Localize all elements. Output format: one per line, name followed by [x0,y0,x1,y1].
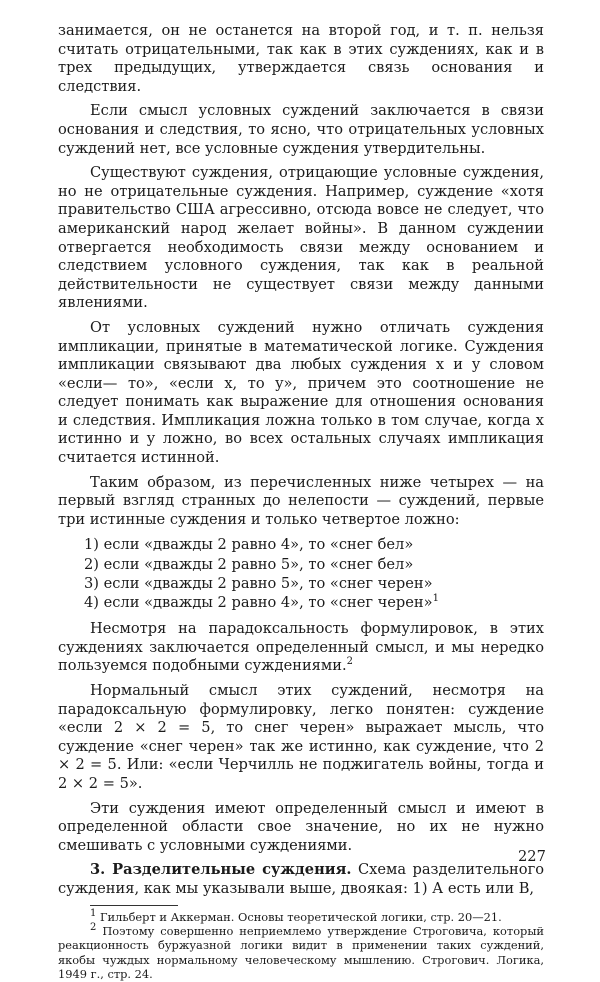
paragraph-disjunctive: 3. Разделительные суждения. Схема разделительного суждения, как мы указывали выше, двоякая: 1) А есть или В, [58,861,545,897]
section-heading: 3. Разделительные суждения. [90,861,352,879]
paragraph-denying-conditionals: Существуют суждения, отрицающие условные суждения, но не отрицательные суждения. Например, суждение «хотя правительство США агрессивно, отсюда вовсе не следует, что американский народ желает войны». В данном суждении отвергается необходимость связи между основанием и следствием условного суждения, так как в реальной действительности не существует связи между данными явлениями. [58,164,544,312]
implication-example-list [84,535,544,612]
list-item: 4) если «дважды 2 равно 4», то «снег черен»$^1$ [84,593,439,612]
paragraph-continuation: занимается, он не останется на второй год, и т. п. нельзя считать отрицательными, так как в этих суждениях, как и в трех предыдущих, утверждается связь основания и следствия. [58,22,544,95]
list-item: 3) если «дважды 2 равно 5», то «снег черен» [84,574,433,592]
page-number: 227 [518,848,546,865]
paragraph-normal-meaning: Нормальный смысл этих суждений, несмотря на парадоксальную формулировку, легко понятен: суждение «если 2 × 2 = 5, то снег черен» выражает мысль, что суждение «снег черен» так же истинно, как суждение, что 2 × 2 = 5. Или: «если Черчилль не поджигатель войны, тогда и 2 × 2 = 5». [58,682,544,792]
list-item: 2) если «дважды 2 равно 5», то «снег бел» [84,555,414,573]
paragraph-meaning-scope: Эти суждения имеют определенный смысл и имеют в определенной области свое значение, но их не нужно смешивать с условными суждениями. [58,799,544,854]
list-item: 1) если «дважды 2 равно 4», то «снег бел» [84,536,414,554]
footnote-divider [90,905,178,906]
footnote-mark-2: 2 [346,656,353,668]
footnote-mark-1: 1 [432,593,439,605]
paragraph-four-judgements: Таким образом, из перечисленных ниже четырех — на первый взгляд странных до нелепости — суждений, первые три истинные суждения и только четвертое ложно: [58,473,544,528]
footnote-1: 1 Гильберт и Аккерман. Основы теоретической логики, стр. 20—21. [90,907,502,924]
paragraph-paradox: Несмотря на парадоксальность формулировок, в этих суждениях заключается определенный смысл, и мы нередко пользуемся подобными суждениями.$^2$ [58,620,544,675]
paragraph-implication: От условных суждений нужно отличать суждения импликации, принятые в математической логике. Суждения импликации связывают два любых суждения x и y словом «если— то», «если x, то y», причем это соотношение не следует понимать как выражение для отношения основания и следствия. Импликация ложна только в том случае, когда x истинно и y ложно, во всех остальных случаях импликация считается истинной. [58,318,544,467]
paragraph-no-negative-conditionals: Если смысл условных суждений заключается в связи основания и следствия, то ясно, что отрицательных условных суждений нет, все условные суждения утвердительны. [58,102,544,157]
footnote-2: 2 Поэтому совершенно неприемлемо утверждение Строговича, который реакционность буржуазной логики видит в применении таких суждений, якобы чуждых нормальному человеческому мышлению. Строгович. Логика, 1949 г., стр. 24. [58,922,544,982]
